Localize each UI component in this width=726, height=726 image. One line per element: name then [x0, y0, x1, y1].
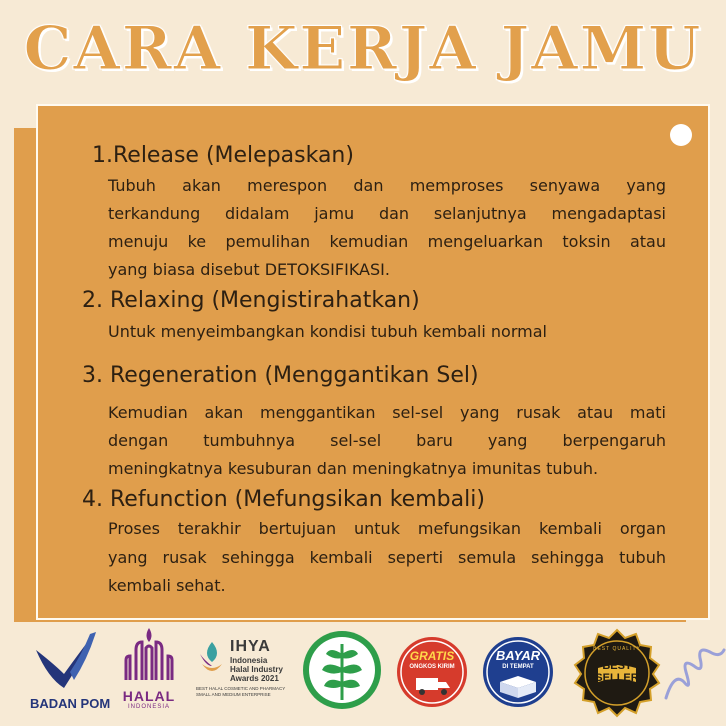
badan-pom-logo — [30, 630, 111, 716]
best-quality-ring: BEST QUALITY — [593, 646, 641, 652]
step-heading-4: 4. Refunction (Mefungsikan kembali) — [82, 487, 485, 512]
step-3-line-2: dengan tumbuhnya sel-sel baru yang berpengaruh — [108, 431, 666, 450]
step-1-line-2: terkandung didalam jamu dan selanjutnya mengadaptasi — [108, 204, 666, 223]
ihya-name: IHYA — [230, 638, 271, 655]
step-1-line-4: yang biasa disebut DETOKSIFIKASI. — [108, 260, 390, 279]
ihya-logo — [196, 638, 296, 722]
free-shipping-badge — [396, 636, 468, 708]
step-heading-2: 2. Relaxing (Mengistirahatkan) — [82, 288, 420, 313]
cod-title: BAYAR — [495, 648, 541, 663]
ihya-emblem-icon — [198, 640, 226, 680]
halal-sublabel: INDONESIA — [127, 704, 170, 710]
ihya-line-3: Awards 2021 — [230, 674, 279, 683]
badan-pom-label: BADAN POM — [30, 696, 111, 711]
page-title: CARA KERJA JAMU — [23, 14, 703, 84]
free-shipping-title: GRATIS — [409, 649, 455, 663]
step-4-line-1: Proses terakhir bertujuan untuk mefungsikan kembali organ — [108, 519, 666, 538]
seller-label: SELLER — [595, 672, 639, 684]
cod-badge — [482, 636, 554, 708]
free-shipping-subtitle: ONGKOS KIRIM — [409, 664, 455, 670]
step-1-line-3: menuju ke pemulihan kemudian mengeluarkan toksin atau — [108, 232, 666, 251]
halal-icon — [118, 626, 180, 684]
step-2-line-1: Untuk menyeimbangkan kondisi tubuh kembali normal — [108, 322, 547, 341]
halal-label: HALAL — [122, 688, 176, 704]
logo-strip — [0, 622, 726, 726]
herbal-leaf-icon — [302, 630, 382, 710]
halal-logo — [118, 626, 180, 718]
cod-subtitle: DI TEMPAT — [502, 664, 534, 670]
ihya-caption-2: SMALL AND MEDIUM ENTERPRISE — [196, 692, 271, 697]
cash-on-delivery-icon — [482, 636, 554, 708]
step-1-line-1: Tubuh akan merespon dan memproses senyawa yang — [108, 176, 666, 195]
step-4-line-2: yang rusak sehingga kembali seperti semula sehingga tubuh — [108, 548, 666, 567]
badan-pom-icon — [30, 630, 104, 692]
ihya-line-1: Indonesia — [230, 656, 268, 665]
step-heading-3: 3. Regeneration (Menggantikan Sel) — [82, 363, 479, 388]
herbal-badge — [302, 630, 382, 710]
free-shipping-icon — [396, 636, 468, 708]
ihya-caption-1: BEST HALAL COSMETIC AND PHARMACY — [196, 686, 286, 691]
decorative-curl-icon — [664, 642, 726, 702]
step-4-line-3: kembali sehat. — [108, 576, 226, 595]
step-3-line-3: meningkatnya kesuburan dan meningkatnya imunitas tubuh. — [108, 459, 599, 478]
step-heading-1: 1.Release (Melepaskan) — [92, 143, 354, 168]
ihya-line-2: Halal Industry — [230, 665, 283, 674]
best-seller-badge — [572, 628, 662, 718]
best-label: BEST — [602, 660, 632, 672]
step-3-line-1: Kemudian akan menggantikan sel-sel yang rusak atau mati — [108, 403, 666, 422]
